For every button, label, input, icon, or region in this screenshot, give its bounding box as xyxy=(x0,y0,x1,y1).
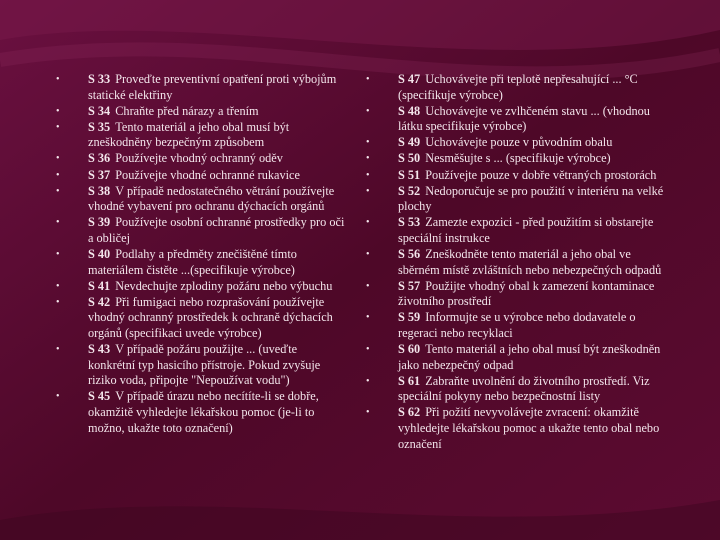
list-item-s48 xyxy=(366,104,666,135)
list-item-s43 xyxy=(56,342,346,389)
phrase-text: Při požití nevyvolávejte zvracení: okamžitě vyhledejte lékařskou pomoc a ukažte tento obal nebo označení xyxy=(398,405,660,451)
phrase-text: Tento materiál a jeho obal musí být zneškodněny bezpečným způsobem xyxy=(88,119,290,150)
phrase-code: S 38 xyxy=(88,183,111,198)
list-item-s61 xyxy=(366,374,666,405)
list-item-s49 xyxy=(366,135,666,151)
bullet: • xyxy=(56,121,60,133)
phrase-text: Používejte vhodný ochranný oděv xyxy=(115,151,283,166)
bullet: • xyxy=(366,185,370,197)
phrase-text: Zneškodněte tento materiál a jeho obal ve sběrném místě zvláštních nebo nebezpečných odpadů xyxy=(398,247,662,277)
bullet: • xyxy=(366,169,370,181)
bullet: • xyxy=(56,296,60,308)
bullet: • xyxy=(366,344,370,356)
bullet: • xyxy=(56,249,60,261)
list-item-s47 xyxy=(366,72,666,103)
phrase-code: S 43 xyxy=(88,342,111,357)
bullet: • xyxy=(366,249,370,261)
phrase-code: S 53 xyxy=(398,215,421,230)
phrase-code: S 37 xyxy=(88,167,111,182)
list-item-s41 xyxy=(56,279,346,295)
list-item-s62 xyxy=(366,405,666,452)
phrase-text: Nevdechujte zplodiny požáru nebo výbuchu xyxy=(115,278,333,293)
phrase-text: V případě nedostatečného větrání používejte vhodné vybavení pro ochranu dýchacích orgánů xyxy=(88,183,335,214)
safety-phrases-right-column xyxy=(366,72,666,453)
phrase-code: S 49 xyxy=(398,135,421,150)
bullet: • xyxy=(366,375,370,387)
bullet: • xyxy=(56,185,60,197)
list-item-s36 xyxy=(56,151,346,167)
phrase-text: Chraňte před nárazy a třením xyxy=(115,103,259,118)
list-item-s37 xyxy=(56,168,346,184)
phrase-text: Proveďte preventivní opatření proti výbojům statické elektřiny xyxy=(88,72,337,102)
bullet: • xyxy=(56,280,60,292)
phrase-text: Používejte vhodné ochranné rukavice xyxy=(115,167,300,182)
phrase-text: Zamezte expozici - před použitím si obstarejte speciální instrukce xyxy=(398,215,654,245)
phrase-code: S 34 xyxy=(88,103,111,118)
phrase-text: Nesměšujte s ... (specifikuje výrobce) xyxy=(425,151,611,166)
bullet: • xyxy=(366,137,370,149)
phrase-text: Používejte osobní ochranné prostředky pro oči a obličej xyxy=(88,215,345,245)
list-item-s35 xyxy=(56,120,346,151)
phrase-code: S 61 xyxy=(398,373,421,388)
bullet: • xyxy=(366,153,370,165)
list-item-s51 xyxy=(366,168,666,184)
phrase-text: Používejte pouze v dobře větraných prostorách xyxy=(425,167,657,182)
phrase-code: S 48 xyxy=(398,103,421,118)
list-item-s42 xyxy=(56,295,346,342)
bullet: • xyxy=(56,391,60,403)
phrase-text: Zabraňte uvolnění do životního prostředí. Viz speciální pokyny nebo bezpečnostní listy xyxy=(398,373,650,404)
phrase-code: S 42 xyxy=(88,294,111,309)
phrase-code: S 59 xyxy=(398,310,421,325)
phrase-code: S 45 xyxy=(88,389,111,404)
bullet: • xyxy=(56,153,60,165)
phrase-text: Použijte vhodný obal k zamezení kontaminace životního prostředí xyxy=(398,278,655,309)
phrase-text: Nedoporučuje se pro použití v interiéru na velké plochy xyxy=(398,183,664,214)
bullet: • xyxy=(56,105,60,117)
phrase-text: Informujte se u výrobce nebo dodavatele o regeraci nebo recyklaci xyxy=(398,310,636,340)
list-item-s60 xyxy=(366,342,666,373)
bullet: • xyxy=(366,105,370,117)
list-item-s53 xyxy=(366,215,666,246)
phrase-code: S 35 xyxy=(88,119,111,134)
bullet: • xyxy=(56,74,60,85)
phrase-code: S 33 xyxy=(88,72,111,86)
phrase-code: S 56 xyxy=(398,247,421,262)
phrase-text: Uchovávejte při teplotě nepřesahující ... °C (specifikuje výrobce) xyxy=(398,72,638,102)
phrase-code: S 57 xyxy=(398,278,421,293)
list-item-s40 xyxy=(56,247,346,278)
phrase-text: Uchovávejte pouze v původním obalu xyxy=(425,135,613,150)
list-item-s50 xyxy=(366,151,666,167)
phrase-code: S 62 xyxy=(398,405,421,420)
bullet: • xyxy=(56,344,60,356)
list-item-s38 xyxy=(56,184,346,215)
bullet: • xyxy=(366,74,370,85)
phrase-code: S 47 xyxy=(398,72,421,86)
phrase-code: S 50 xyxy=(398,151,421,166)
bullet: • xyxy=(56,217,60,229)
phrase-text: Tento materiál a jeho obal musí být zneškodněn jako nebezpečný odpad xyxy=(398,342,661,372)
phrase-text: V případě úrazu nebo necítíte-li se dobře, okamžitě vyhledejte lékařskou pomoc (je-li to možno, ukažte toto označení) xyxy=(88,389,319,435)
list-item-s59 xyxy=(366,310,666,341)
phrase-code: S 40 xyxy=(88,247,111,262)
list-item-s57 xyxy=(366,279,666,310)
phrase-text: V případě požáru použijte ... (uveďte konkrétní typ hasicího přístroje. Pokud zvyšuje riziko voda, připojte "Nepoužívat vodu") xyxy=(88,342,321,388)
list-item-s39 xyxy=(56,215,346,246)
bullet: • xyxy=(366,280,370,292)
bullet: • xyxy=(366,312,370,324)
phrase-code: S 52 xyxy=(398,183,421,198)
list-item-s56 xyxy=(366,247,666,278)
list-item-s52 xyxy=(366,184,666,215)
phrase-code: S 36 xyxy=(88,151,111,166)
bullet: • xyxy=(366,217,370,229)
phrase-text: Uchovávejte ve zvlhčeném stavu ... (vhodnou látku specifikuje výrobce) xyxy=(398,103,650,134)
phrase-code: S 60 xyxy=(398,342,421,357)
bullet: • xyxy=(366,407,370,419)
bullet: • xyxy=(56,169,60,181)
phrase-code: S 39 xyxy=(88,215,111,230)
list-item-s34 xyxy=(56,104,346,120)
phrase-code: S 51 xyxy=(398,167,421,182)
list-item-s45 xyxy=(56,389,346,436)
phrase-text: Při fumigaci nebo rozprašování používejte vhodný ochranný prostředek k ochraně dýchacích orgánů (specifikaci uvede výrobce) xyxy=(88,294,333,340)
phrase-text: Podlahy a předměty znečištěné tímto materiálem čistěte ...(specifikuje výrobce) xyxy=(88,247,297,277)
phrase-code: S 41 xyxy=(88,278,111,293)
list-item-s33 xyxy=(56,72,346,103)
safety-phrases-left-column xyxy=(56,72,346,437)
